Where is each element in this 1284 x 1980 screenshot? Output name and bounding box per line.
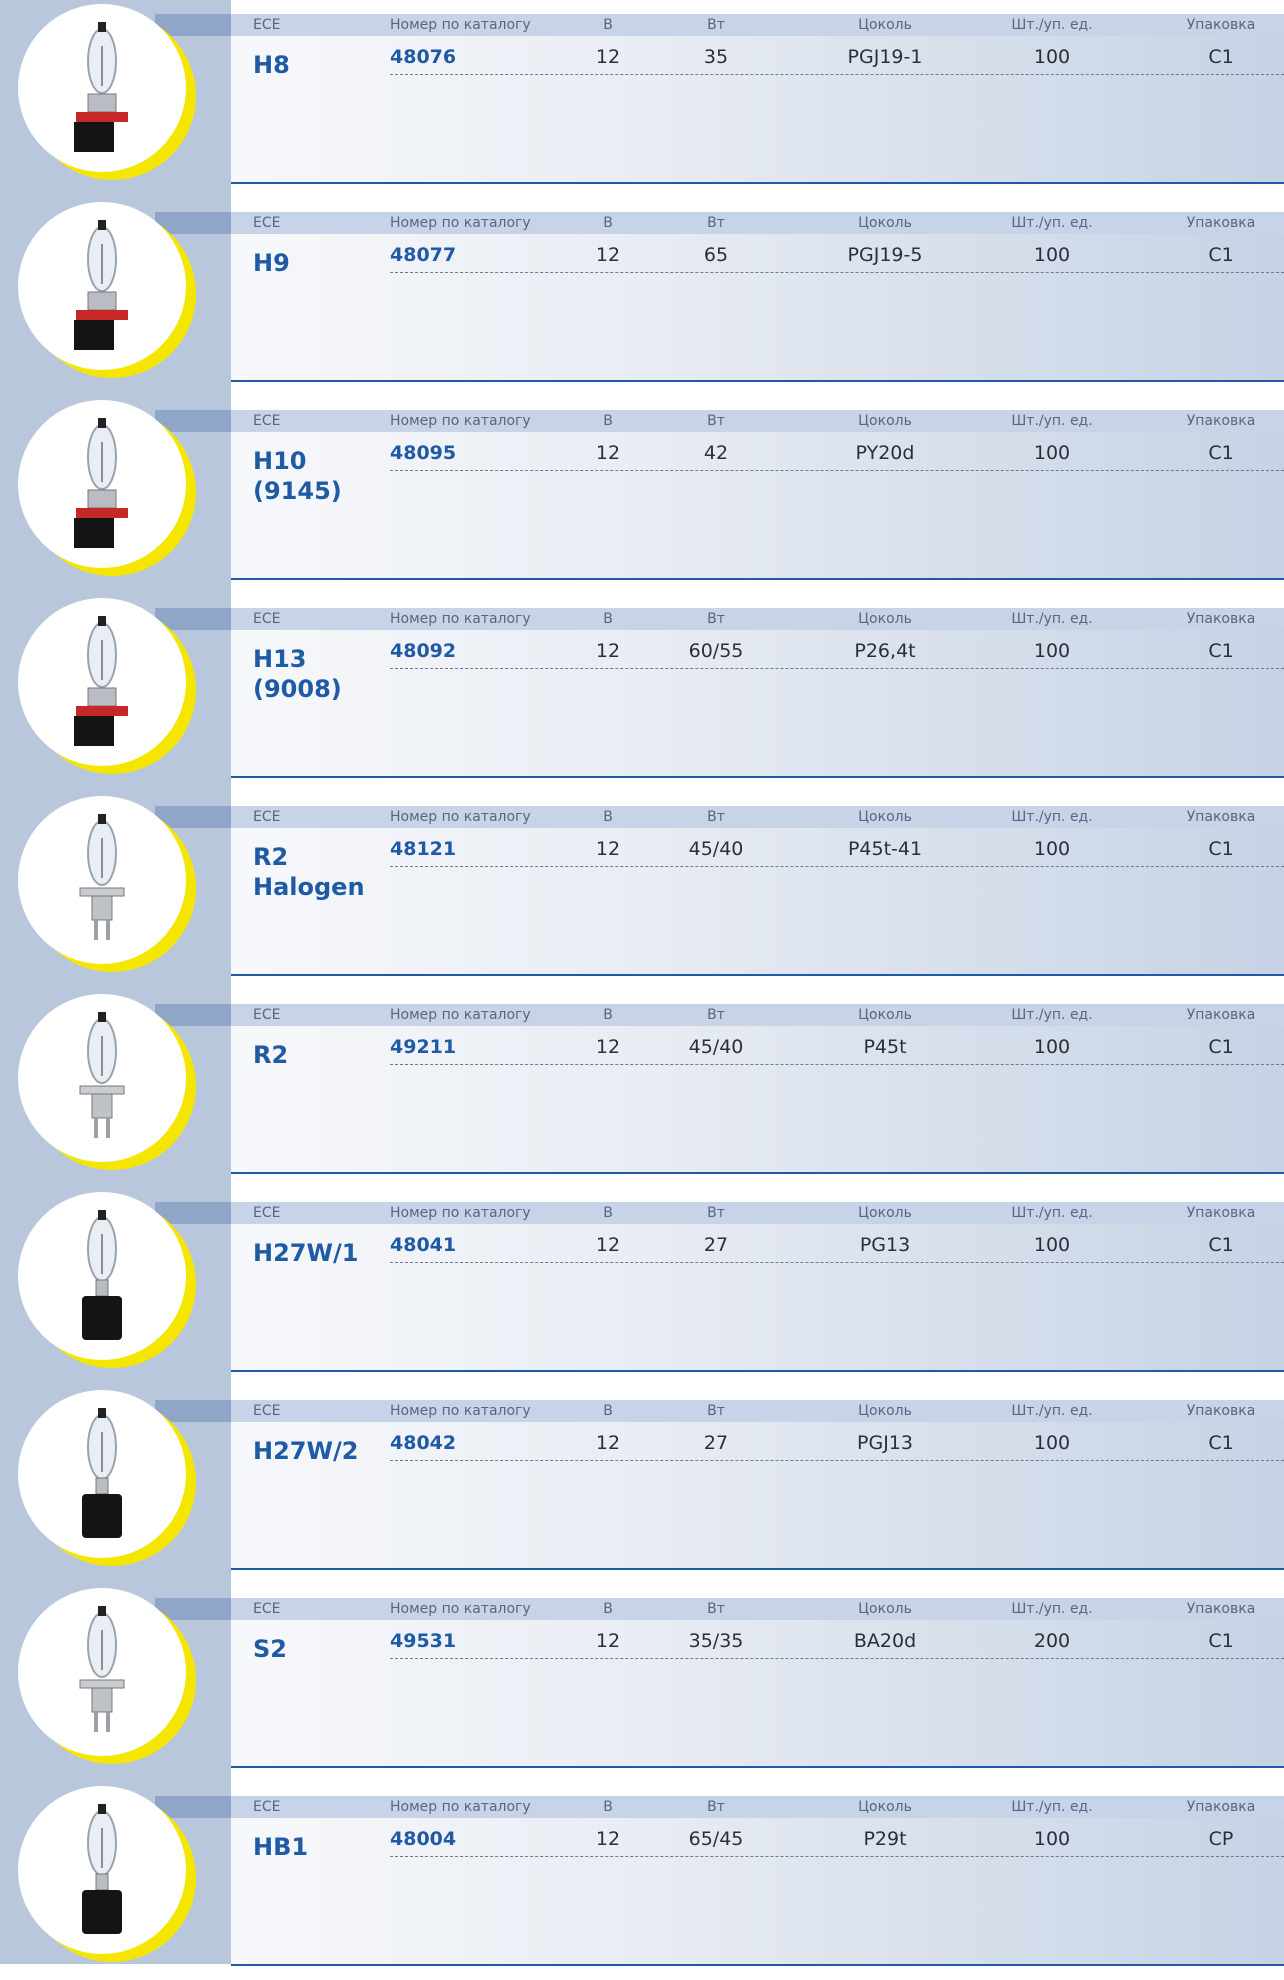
bulb-thumbnail [18, 1390, 196, 1568]
product-panel [231, 212, 1284, 382]
value-qty: 100 [1033, 1036, 1071, 1058]
product-row [0, 990, 1284, 1188]
header-catalog: Номер по каталогу [390, 17, 531, 33]
header-catalog: Номер по каталогу [390, 215, 531, 231]
product-row [0, 1782, 1284, 1980]
header-base: Цоколь [858, 215, 912, 231]
white-disc [18, 1786, 186, 1954]
value-volts: 12 [595, 1630, 621, 1652]
value-qty: 100 [1033, 1828, 1071, 1850]
bulb-thumbnail [18, 796, 196, 974]
header-pack: Упаковка [1186, 1403, 1256, 1419]
value-watts: 60/55 [688, 640, 744, 662]
header-watts: Вт [707, 1403, 725, 1419]
header-catalog: Номер по каталогу [390, 413, 531, 429]
catalog-number: 48004 [390, 1828, 457, 1850]
value-pack: C1 [1208, 838, 1234, 860]
header-base: Цоколь [858, 1403, 912, 1419]
header-qty: Шт./уп. ед. [1011, 809, 1093, 825]
value-base: P45t [863, 1036, 907, 1058]
value-pack: C1 [1208, 1630, 1234, 1652]
value-watts: 45/40 [688, 838, 744, 860]
header-qty: Шт./уп. ед. [1011, 413, 1093, 429]
model-name: H27W/2 [253, 1437, 359, 1465]
header-watts: Вт [707, 17, 725, 33]
product-row [0, 792, 1284, 990]
value-pack: CP [1208, 1828, 1234, 1850]
white-disc [18, 994, 186, 1162]
white-disc [18, 796, 186, 964]
value-watts: 27 [703, 1432, 729, 1454]
header-qty: Шт./уп. ед. [1011, 1799, 1093, 1815]
header-pack: Упаковка [1186, 215, 1256, 231]
value-volts: 12 [595, 640, 621, 662]
value-qty: 200 [1033, 1630, 1071, 1652]
header-ece: ECE [253, 809, 281, 825]
bulb-thumbnail [18, 1192, 196, 1370]
value-pack: C1 [1208, 244, 1234, 266]
header-base: Цоколь [858, 1205, 912, 1221]
product-row [0, 594, 1284, 792]
value-base: P45t-41 [847, 838, 923, 860]
header-volts: В [603, 17, 613, 33]
header-volts: В [603, 1601, 613, 1617]
value-volts: 12 [595, 1234, 621, 1256]
value-watts: 27 [703, 1234, 729, 1256]
header-watts: Вт [707, 1799, 725, 1815]
header-watts: Вт [707, 809, 725, 825]
model-name: S2 [253, 1635, 287, 1663]
header-watts: Вт [707, 1601, 725, 1617]
model-name: H10 (9145) [253, 447, 342, 505]
model-name: HB1 [253, 1833, 309, 1861]
product-panel [231, 608, 1284, 778]
value-base: PGJ13 [857, 1432, 913, 1454]
header-pack: Упаковка [1186, 1007, 1256, 1023]
value-volts: 12 [595, 1828, 621, 1850]
value-base: PY20d [855, 442, 915, 464]
header-ece: ECE [253, 611, 281, 627]
value-watts: 35 [703, 46, 729, 68]
value-pack: C1 [1208, 1036, 1234, 1058]
header-catalog: Номер по каталогу [390, 1601, 531, 1617]
value-pack: C1 [1208, 442, 1234, 464]
product-row [0, 0, 1284, 198]
bulb-thumbnail [18, 598, 196, 776]
dashed-divider [390, 1460, 1284, 1461]
header-volts: В [603, 1007, 613, 1023]
header-base: Цоколь [858, 413, 912, 429]
header-pack: Упаковка [1186, 611, 1256, 627]
header-qty: Шт./уп. ед. [1011, 17, 1093, 33]
header-ece: ECE [253, 413, 281, 429]
catalog-number: 48092 [390, 640, 457, 662]
bulb-thumbnail [18, 4, 196, 182]
header-base: Цоколь [858, 1007, 912, 1023]
catalog-number: 48076 [390, 46, 457, 68]
value-volts: 12 [595, 46, 621, 68]
catalog-number: 48042 [390, 1432, 457, 1454]
header-base: Цоколь [858, 1601, 912, 1617]
header-watts: Вт [707, 215, 725, 231]
catalog-number: 49211 [390, 1036, 457, 1058]
catalog-number: 49531 [390, 1630, 457, 1652]
value-base: PG13 [859, 1234, 911, 1256]
product-panel [231, 1004, 1284, 1174]
catalog-number: 48121 [390, 838, 457, 860]
model-name: R2 Halogen [253, 843, 365, 901]
dashed-divider [390, 1262, 1284, 1263]
header-ece: ECE [253, 1601, 281, 1617]
value-qty: 100 [1033, 46, 1071, 68]
header-ece: ECE [253, 1799, 281, 1815]
header-ece: ECE [253, 17, 281, 33]
value-pack: C1 [1208, 1234, 1234, 1256]
dashed-divider [390, 470, 1284, 471]
header-base: Цоколь [858, 809, 912, 825]
header-base: Цоколь [858, 17, 912, 33]
header-volts: В [603, 809, 613, 825]
header-catalog: Номер по каталогу [390, 1799, 531, 1815]
header-base: Цоколь [858, 1799, 912, 1815]
value-pack: C1 [1208, 640, 1234, 662]
value-volts: 12 [595, 838, 621, 860]
dashed-divider [390, 1064, 1284, 1065]
bulb-thumbnail [18, 1786, 196, 1964]
value-pack: C1 [1208, 1432, 1234, 1454]
model-name: H9 [253, 249, 290, 277]
catalog-number: 48095 [390, 442, 457, 464]
header-ece: ECE [253, 215, 281, 231]
header-pack: Упаковка [1186, 1601, 1256, 1617]
white-disc [18, 1192, 186, 1360]
model-name: H8 [253, 51, 290, 79]
bulb-thumbnail [18, 202, 196, 380]
header-watts: Вт [707, 1007, 725, 1023]
product-panel [231, 1598, 1284, 1768]
header-catalog: Номер по каталогу [390, 809, 531, 825]
header-base: Цоколь [858, 611, 912, 627]
value-watts: 42 [703, 442, 729, 464]
white-disc [18, 598, 186, 766]
product-panel [231, 806, 1284, 976]
value-base: P26,4t [854, 640, 916, 662]
header-qty: Шт./уп. ед. [1011, 611, 1093, 627]
header-pack: Упаковка [1186, 1205, 1256, 1221]
header-pack: Упаковка [1186, 413, 1256, 429]
value-volts: 12 [595, 1036, 621, 1058]
value-pack: C1 [1208, 46, 1234, 68]
bulb-thumbnail [18, 1588, 196, 1766]
header-catalog: Номер по каталогу [390, 1205, 531, 1221]
product-panel [231, 410, 1284, 580]
header-pack: Упаковка [1186, 809, 1256, 825]
dashed-divider [390, 1658, 1284, 1659]
value-base: PGJ19-5 [847, 244, 923, 266]
white-disc [18, 4, 186, 172]
model-name: R2 [253, 1041, 289, 1069]
value-base: PGJ19-1 [847, 46, 923, 68]
header-qty: Шт./уп. ед. [1011, 1601, 1093, 1617]
header-catalog: Номер по каталогу [390, 1007, 531, 1023]
bulb-thumbnail [18, 994, 196, 1172]
product-panel [231, 14, 1284, 184]
header-qty: Шт./уп. ед. [1011, 215, 1093, 231]
dashed-divider [390, 272, 1284, 273]
value-watts: 35/35 [688, 1630, 744, 1652]
header-volts: В [603, 215, 613, 231]
value-volts: 12 [595, 244, 621, 266]
value-volts: 12 [595, 442, 621, 464]
header-volts: В [603, 413, 613, 429]
header-ece: ECE [253, 1403, 281, 1419]
value-watts: 45/40 [688, 1036, 744, 1058]
value-qty: 100 [1033, 244, 1071, 266]
product-row [0, 1584, 1284, 1782]
white-disc [18, 1588, 186, 1756]
product-row [0, 1188, 1284, 1386]
dashed-divider [390, 1856, 1284, 1857]
value-qty: 100 [1033, 442, 1071, 464]
value-qty: 100 [1033, 1234, 1071, 1256]
header-volts: В [603, 1205, 613, 1221]
model-name: H13 (9008) [253, 645, 342, 703]
header-ece: ECE [253, 1205, 281, 1221]
product-panel [231, 1796, 1284, 1966]
dashed-divider [390, 866, 1284, 867]
catalog-number: 48077 [390, 244, 457, 266]
header-volts: В [603, 1403, 613, 1419]
header-volts: В [603, 1799, 613, 1815]
value-qty: 100 [1033, 838, 1071, 860]
header-watts: Вт [707, 413, 725, 429]
header-catalog: Номер по каталогу [390, 1403, 531, 1419]
white-disc [18, 202, 186, 370]
product-row [0, 1386, 1284, 1584]
header-catalog: Номер по каталогу [390, 611, 531, 627]
header-qty: Шт./уп. ед. [1011, 1007, 1093, 1023]
product-panel [231, 1400, 1284, 1570]
product-row [0, 198, 1284, 396]
header-qty: Шт./уп. ед. [1011, 1403, 1093, 1419]
product-row [0, 396, 1284, 594]
model-name: H27W/1 [253, 1239, 359, 1267]
header-qty: Шт./уп. ед. [1011, 1205, 1093, 1221]
value-base: P29t [863, 1828, 907, 1850]
header-watts: Вт [707, 1205, 725, 1221]
value-base: BA20d [853, 1630, 917, 1652]
header-pack: Упаковка [1186, 1799, 1256, 1815]
value-watts: 65 [703, 244, 729, 266]
value-volts: 12 [595, 1432, 621, 1454]
catalog-number: 48041 [390, 1234, 457, 1256]
header-pack: Упаковка [1186, 17, 1256, 33]
white-disc [18, 400, 186, 568]
header-volts: В [603, 611, 613, 627]
header-ece: ECE [253, 1007, 281, 1023]
value-qty: 100 [1033, 640, 1071, 662]
dashed-divider [390, 74, 1284, 75]
value-qty: 100 [1033, 1432, 1071, 1454]
header-watts: Вт [707, 611, 725, 627]
dashed-divider [390, 668, 1284, 669]
product-panel [231, 1202, 1284, 1372]
value-watts: 65/45 [688, 1828, 744, 1850]
white-disc [18, 1390, 186, 1558]
bulb-thumbnail [18, 400, 196, 578]
